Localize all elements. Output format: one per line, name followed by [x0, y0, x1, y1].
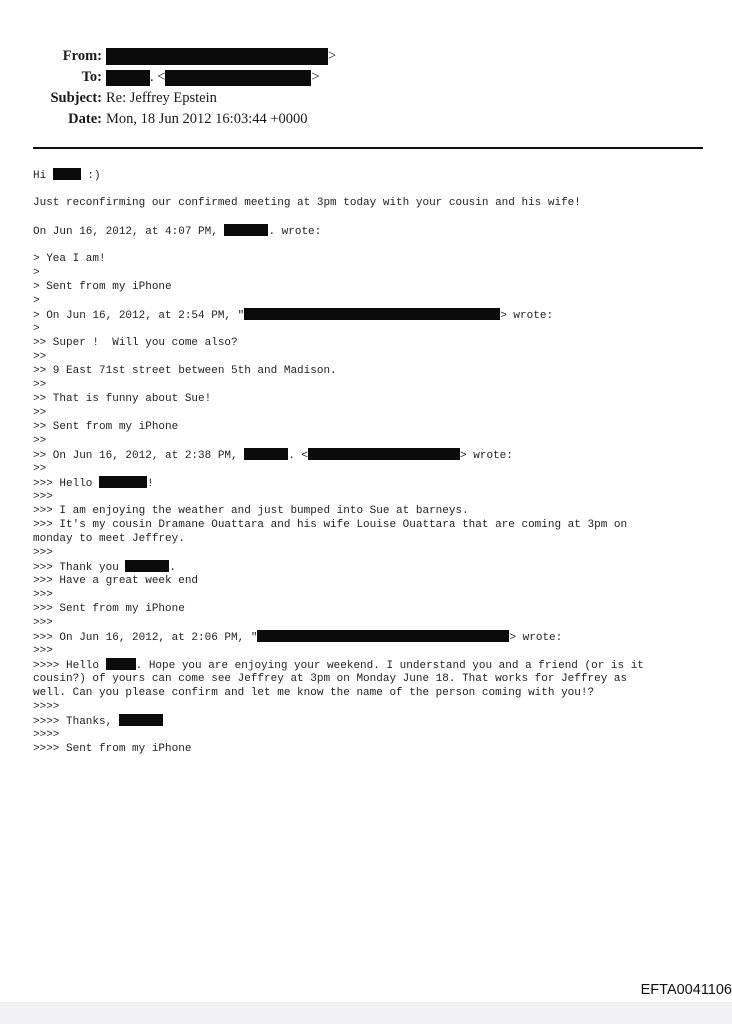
quote-header-line: > On Jun 16, 2012, at 2:54 PM, " > wrote: — [33, 310, 554, 322]
email-body — [33, 168, 713, 756]
subject-label: Subject: — [50, 90, 102, 106]
greeting-line: Hi :) — [33, 170, 101, 182]
quote-header-line: >> On Jun 16, 2012, at 2:38 PM, . < > wrote: — [33, 450, 513, 462]
quote-header-line: >>> On Jun 16, 2012, at 2:06 PM, " > wrote: — [33, 632, 563, 644]
quote-line: >> Super ! Will you come also? — [33, 337, 238, 349]
subject-row — [0, 87, 732, 109]
quote-line: > Sent from my iPhone — [33, 281, 172, 293]
header-divider — [33, 147, 703, 149]
from-label: From: — [62, 48, 102, 64]
quote-line: >>> — [33, 547, 53, 559]
quote-line: >> — [33, 379, 47, 391]
quote-line: >>> — [33, 491, 53, 503]
quote-line: >>> Thank you . — [33, 562, 177, 574]
quote-line: >>> Hello ! — [33, 478, 154, 490]
subject-value: Re: Jeffrey Epstein — [106, 90, 217, 106]
quote-line: well. Can you please confirm and let me know the name of the person coming with you!? — [33, 687, 595, 699]
from-row — [0, 45, 732, 67]
redaction-block — [119, 714, 163, 726]
redaction-block — [244, 308, 500, 320]
quote-line: >>>> Thanks, — [33, 714, 713, 728]
quote-line: >>> Have a great week end — [33, 575, 199, 587]
email-header — [0, 0, 732, 150]
date-label: Date: — [68, 111, 102, 127]
quote-line: >>>> Hello . Hope you are enjoying your weekend. I understand you and a friend (or is it — [33, 660, 644, 672]
redaction-block — [106, 658, 136, 670]
quote-line: >>>> Sent from my iPhone — [33, 743, 192, 755]
quote-line: >> Sent from my iPhone — [33, 421, 179, 433]
quote-line: >> — [33, 407, 47, 419]
quote-line: >>> — [33, 589, 53, 601]
redaction-block — [244, 448, 288, 460]
body-line: Just reconfirming our confirmed meeting at 3pm today with your cousin and his wife! — [33, 197, 581, 209]
date-value: Mon, 18 Jun 2012 16:03:44 +0000 — [106, 111, 308, 127]
from-value: > — [106, 45, 336, 67]
quote-line: >>>> — [33, 701, 60, 713]
quote-line: >>> — [33, 645, 53, 657]
redaction-block — [99, 476, 147, 488]
redaction-block — [106, 48, 328, 65]
quote-line: > — [33, 267, 40, 279]
quote-line: >>> — [33, 617, 53, 629]
page-bottom-strip — [0, 1002, 732, 1024]
bates-number: EFTA0041106 — [640, 982, 732, 998]
quote-line: > — [33, 295, 40, 307]
redaction-block — [106, 70, 150, 86]
quote-line: >>> I am enjoying the weather and just bumped into Sue at barneys. — [33, 505, 469, 517]
quote-line: > — [33, 323, 40, 335]
quote-line: cousin?) of yours can come see Jeffrey at 3pm on Monday June 18. That works for Jeffrey as — [33, 673, 628, 685]
quote-line: > Yea I am! — [33, 253, 106, 265]
quote-line: >> — [33, 435, 47, 447]
redaction-block — [53, 168, 81, 180]
quote-header-line: On Jun 16, 2012, at 4:07 PM, . wrote: — [33, 226, 322, 238]
quote-line: >> — [33, 351, 47, 363]
quote-line: >>> Sent from my iPhone — [33, 603, 185, 615]
quote-line: monday to meet Jeffrey. — [33, 533, 185, 545]
redaction-block — [125, 560, 169, 572]
quote-line: >> — [33, 463, 47, 475]
redaction-block — [308, 448, 460, 460]
quote-line: >> That is funny about Sue! — [33, 393, 212, 405]
redaction-block — [257, 630, 509, 642]
to-row — [0, 66, 732, 88]
redaction-block — [224, 224, 268, 236]
date-row — [0, 108, 732, 130]
quote-line: >>>> — [33, 729, 60, 741]
redaction-block — [165, 70, 311, 86]
quote-line: >> 9 East 71st street between 5th and Madison. — [33, 365, 337, 377]
quote-line: >>> It's my cousin Dramane Ouattara and his wife Louise Ouattara that are coming at 3pm on — [33, 519, 628, 531]
to-value: . < > — [106, 66, 320, 88]
to-label: To: — [81, 69, 102, 85]
